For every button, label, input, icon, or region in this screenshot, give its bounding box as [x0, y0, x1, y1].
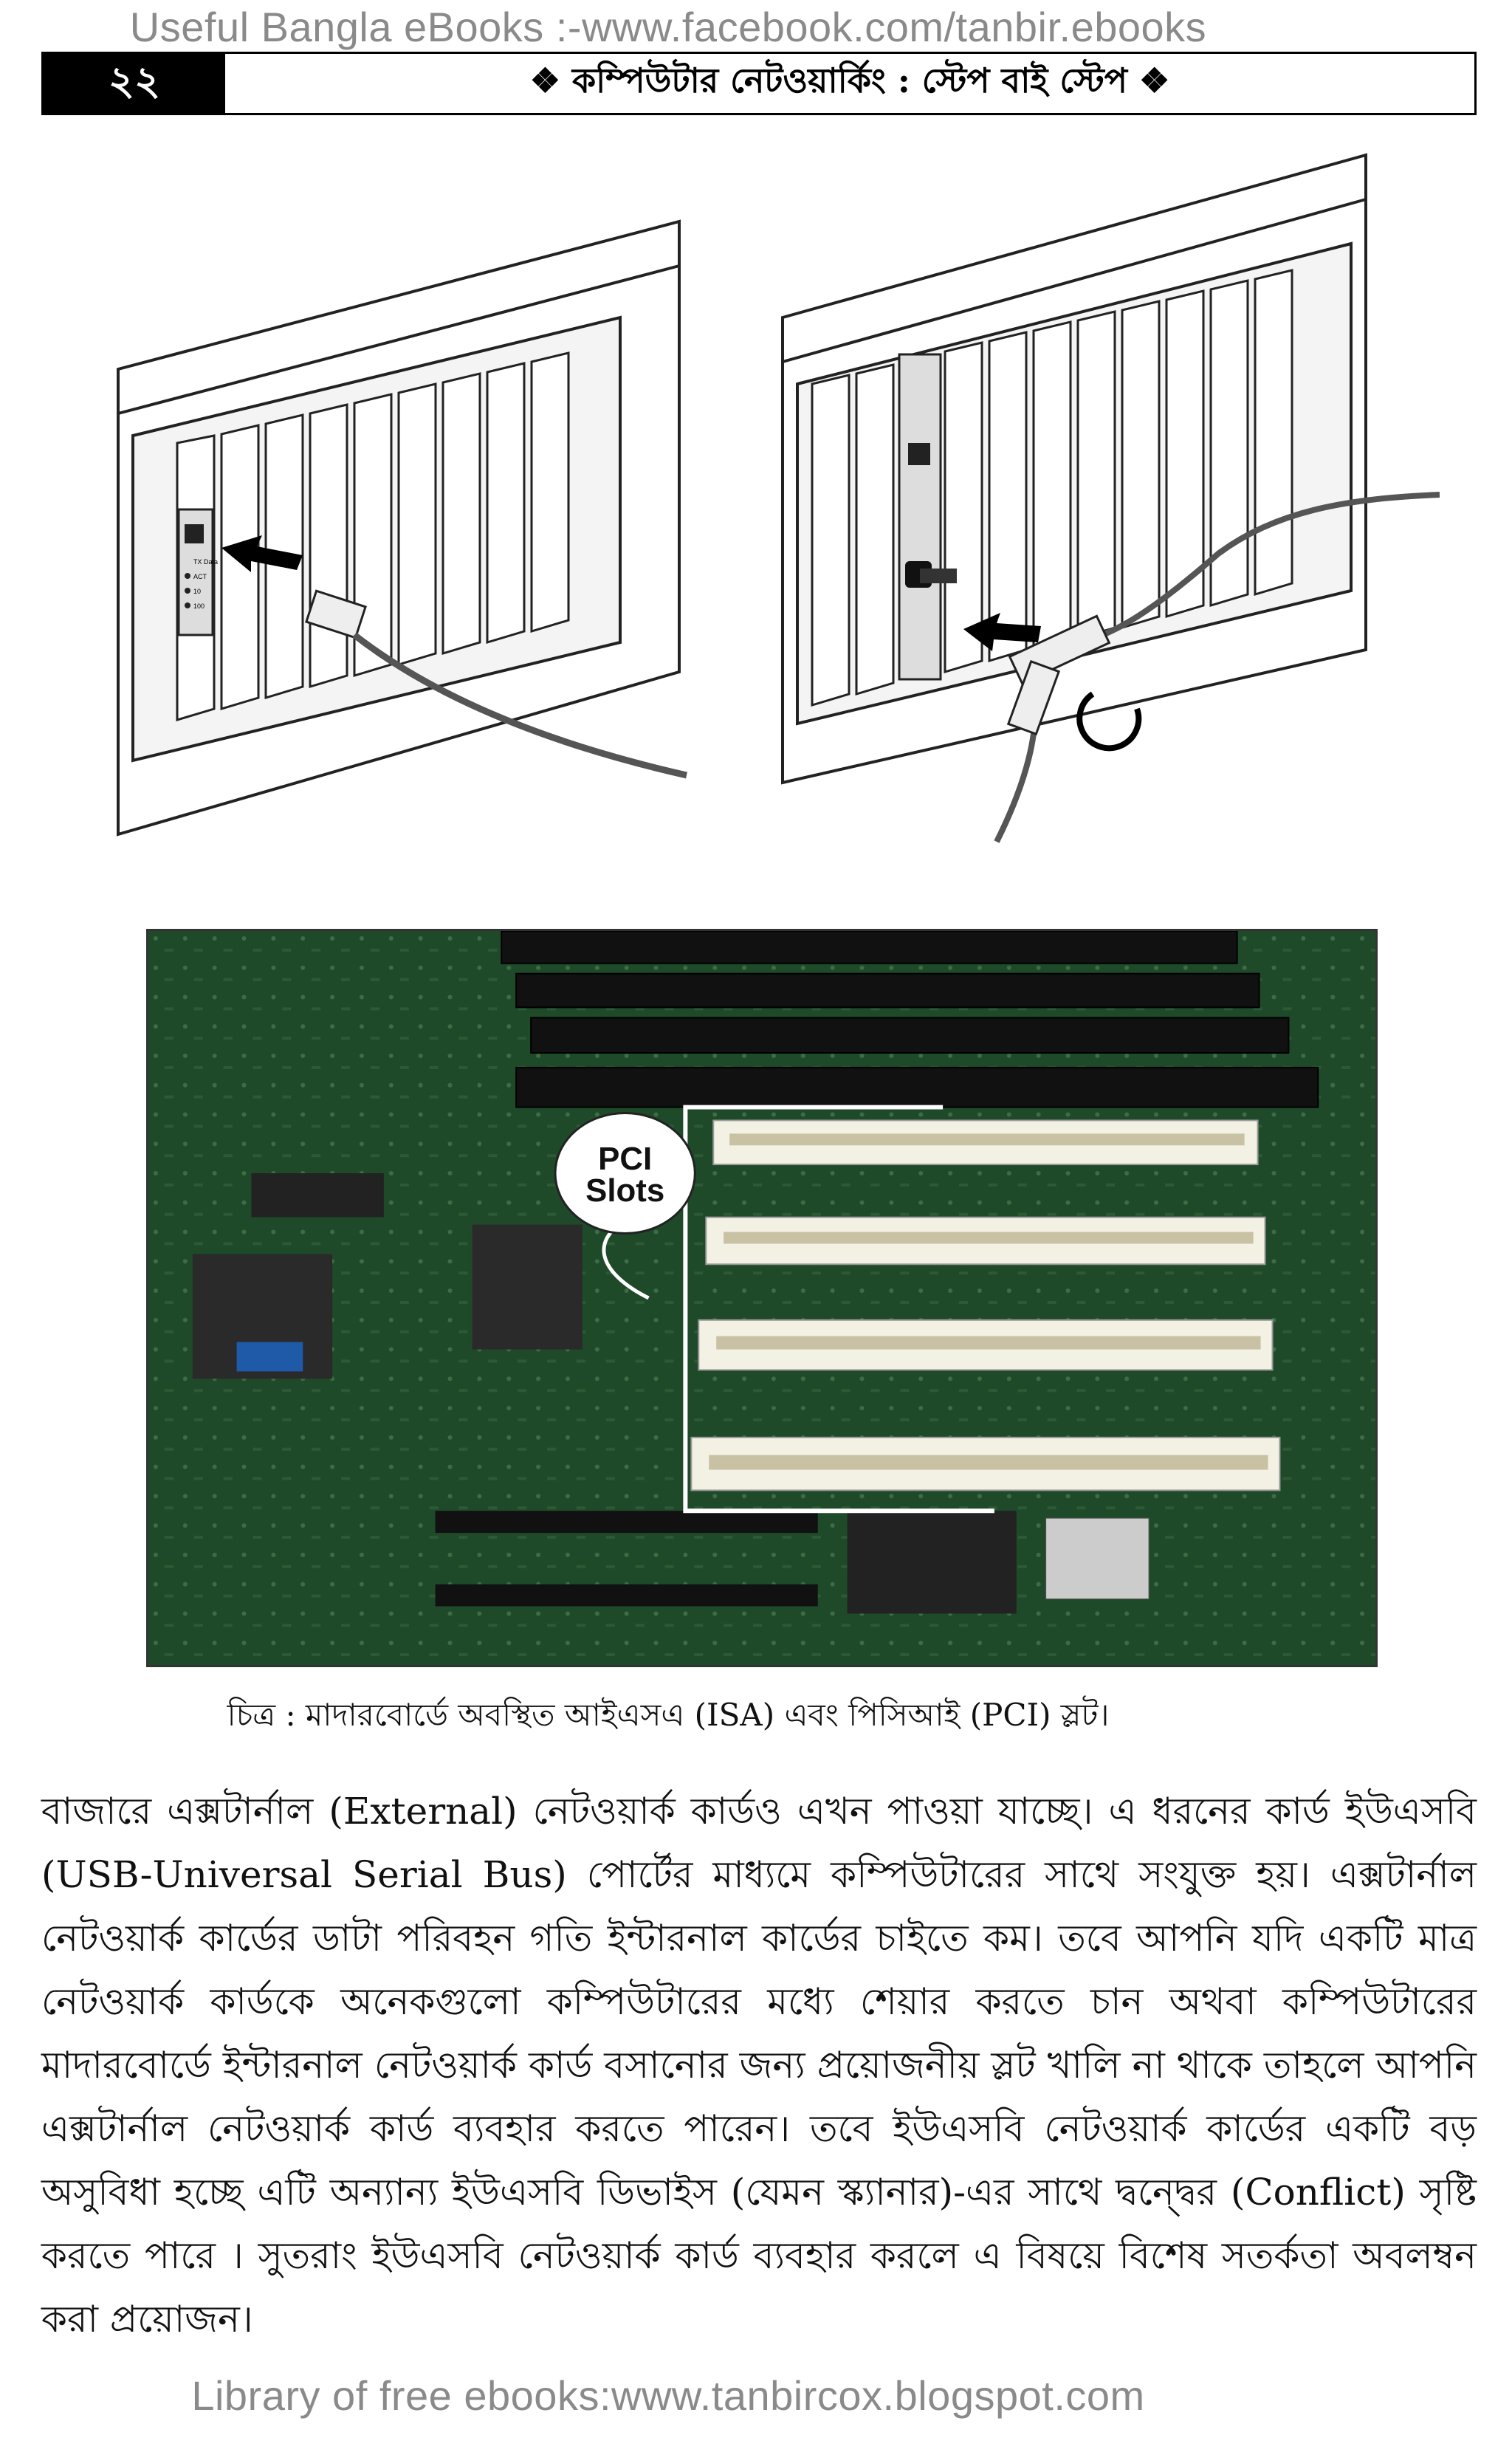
label-100: 100 [193, 602, 205, 610]
page-header [41, 52, 1477, 115]
pci-label-line1: PCI [598, 1141, 653, 1178]
pci-label-line2: Slots [585, 1172, 665, 1209]
motherboard-photo [146, 929, 1378, 1667]
top-watermark: Useful Bangla eBooks :-www.facebook.com/tanbir.ebooks [129, 4, 1207, 50]
body-paragraph: বাজারে এক্সটার্নাল (External) নেটওয়ার্ক কার্ডও এখন পাওয়া যাচ্ছে। এ ধরনের কার্ড ইউএসবি (USB-Universal Serial Bus) পোর্টের মাধ্যমে কম্পিউটারের সাথে সংযুক্ত হয়। এক্সটার্নাল নেটওয়ার্ক কার্ডের ডাটা পরিবহন গতি ইন্টারনাল কার্ডের চাইতে কম। তবে আপনি যদি একটি মাত্র নেটওয়ার্ক কার্ডকে অনেকগুলো কম্পিউটারের মধ্যে শেয়ার করতে চান অথবা কম্পিউটারের মাদারবোর্ডে ইন্টারনাল নেটওয়ার্ক কার্ড বসানোর জন্য প্রয়োজনীয় স্লট খালি না থাকে তাহলে আপনি এক্সটার্নাল নেটওয়ার্ক কার্ড ব্যবহার করতে পারেন। তবে ইউএসবি নেটওয়ার্ক কার্ডের একটি বড় অসুবিধা হচ্ছে এটি অন্যান্য ইউএসবি ডিভাইস (যেমন স্ক্যানার)-এর সাথে দ্বন্দ্বের (Conflict) সৃষ্টি করতে পারে । সুতরাং ইউএসবি নেটওয়ার্ক কার্ড ব্যবহার করলে এ বিষয়ে বিশেষ সতর্কতা অবলম্বন করা প্রয়োজন। [41, 1790, 1477, 2341]
network-card-bracket [179, 509, 218, 635]
isa-slots [501, 931, 1318, 1108]
label-tx-data: TX Data [193, 558, 219, 566]
book-title: ❖ কম্পিউটার নেটওয়ার্কিং : স্টেপ বাই স্টেপ ❖ [529, 61, 1170, 100]
label-10: 10 [193, 588, 202, 595]
bottom-watermark: Library of free ebooks:www.tanbircox.blogspot.com [191, 2372, 1145, 2419]
rj45-connection-diagram [111, 199, 701, 864]
bnc-connection-diagram [775, 133, 1440, 856]
figure-caption: চিত্র : মাদারবোর্ডে অবস্থিত আইএসএ (ISA) এবং পিসিআই (PCI) স্লট। [227, 1697, 1110, 1733]
label-act: ACT [193, 573, 207, 580]
page-number: ২২ [44, 54, 225, 113]
